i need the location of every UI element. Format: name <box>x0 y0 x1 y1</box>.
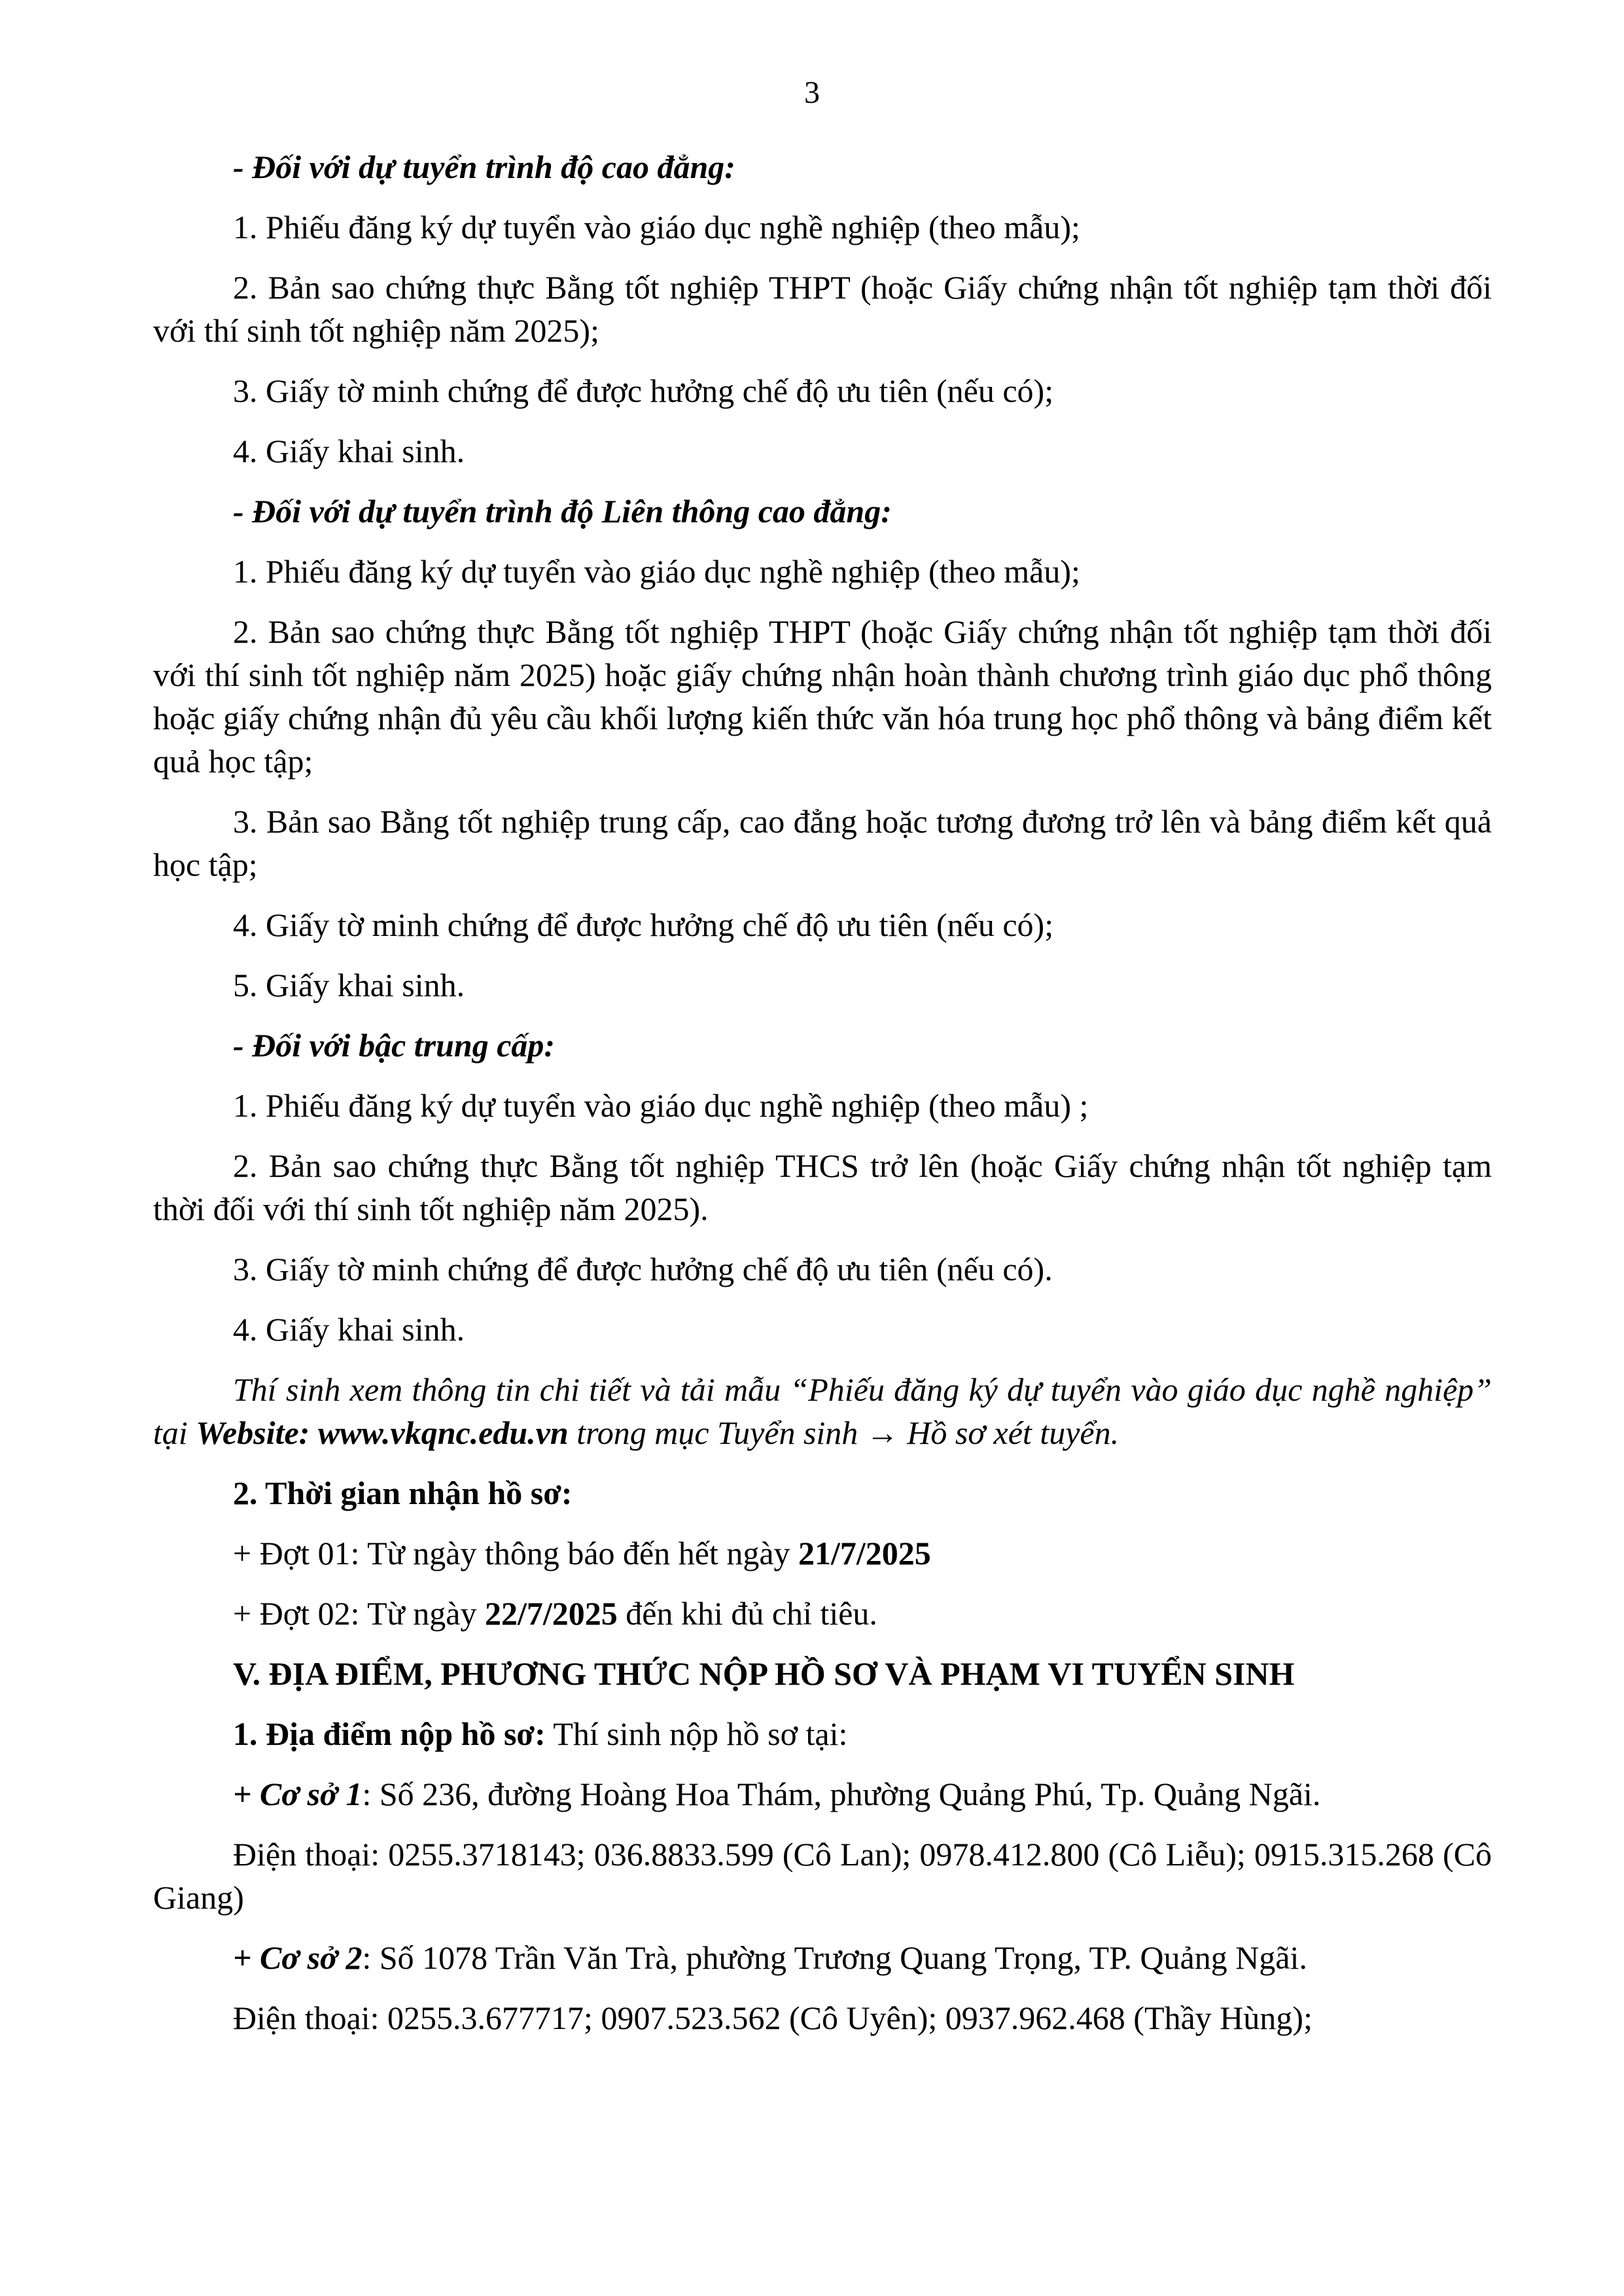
dot-02-text: + Đợt 02: Từ ngày <box>233 1595 485 1632</box>
document-body <box>153 145 1492 2039</box>
co-so-1-address: : Số 236, đường Hoàng Hoa Thám, phường Quảng Phú, Tp. Quảng Ngãi. <box>362 1776 1321 1812</box>
website-note-text: Thí sinh xem thông tin chi tiết và tải mẫu “Phiếu đăng ký dự tuyển vào giáo dục nghề nghiệp” tại <box>153 1371 1492 1451</box>
dot-02-suffix: đến khi đủ chỉ tiêu. <box>617 1595 877 1632</box>
page-number: 3 <box>804 75 820 110</box>
lien-thong-item-5: 5. Giấy khai sinh. <box>233 967 465 1003</box>
heading-trung-cap: - Đối với bậc trung cấp: <box>233 1027 556 1064</box>
website-note <box>153 1368 1492 1454</box>
heading-section-v: V. ĐỊA ĐIỂM, PHƯƠNG THỨC NỘP HỒ SƠ VÀ PHẠM VI TUYỂN SINH <box>233 1655 1295 1692</box>
trung-cap-item-3: 3. Giấy tờ minh chứng để được hưởng chế độ ưu tiên (nếu có). <box>233 1251 1053 1287</box>
dot-02 <box>153 1592 1492 1635</box>
co-so-2-label: + Cơ sở 2 <box>233 1939 362 1976</box>
cao-dang-item-4: 4. Giấy khai sinh. <box>233 433 465 469</box>
dot-01-text: + Đợt 01: Từ ngày thông báo đến hết ngày <box>233 1535 799 1571</box>
lien-thong-item-4: 4. Giấy tờ minh chứng để được hưởng chế độ ưu tiên (nếu có); <box>233 906 1054 943</box>
cao-dang-item-3: 3. Giấy tờ minh chứng để được hưởng chế độ ưu tiên (nếu có); <box>233 372 1054 409</box>
dia-diem <box>153 1712 1492 1755</box>
co-so-2-phone: Điện thoại: 0255.3.677717; 0907.523.562 (Cô Uyên); 0937.962.468 (Thầy Hùng); <box>233 2000 1313 2036</box>
trung-cap-item-1: 1. Phiếu đăng ký dự tuyển vào giáo dục nghề nghiệp (theo mẫu) ; <box>233 1087 1089 1124</box>
dot-01-date: 21/7/2025 <box>798 1535 931 1571</box>
lien-thong-item-1: 1. Phiếu đăng ký dự tuyển vào giáo dục nghề nghiệp (theo mẫu); <box>233 553 1080 590</box>
heading-thoi-gian: 2. Thời gian nhận hồ sơ: <box>233 1475 573 1511</box>
co-so-1 <box>153 1772 1492 1816</box>
co-so-2 <box>153 1936 1492 1979</box>
heading-cao-dang: - Đối với dự tuyển trình độ cao đẳng: <box>233 149 735 185</box>
website-note-suffix: trong mục Tuyển sinh → Hồ sơ xét tuyển. <box>568 1414 1120 1451</box>
lien-thong-item-3: 3. Bản sao Bằng tốt nghiệp trung cấp, cao đẳng hoặc tương đương trở lên và bảng điểm kết quả học tập; <box>153 803 1492 883</box>
dia-diem-text: Thí sinh nộp hồ sơ tại: <box>545 1715 848 1752</box>
co-so-2-address: : Số 1078 Trần Văn Trà, phường Trương Quang Trọng, TP. Quảng Ngãi. <box>362 1939 1307 1976</box>
trung-cap-item-4: 4. Giấy khai sinh. <box>233 1311 465 1348</box>
co-so-1-phone: Điện thoại: 0255.3718143; 036.8833.599 (Cô Lan); 0978.412.800 (Cô Liễu); 0915.315.268 (Cô Giang) <box>153 1836 1492 1916</box>
lien-thong-item-2: 2. Bản sao chứng thực Bằng tốt nghiệp THPT (hoặc Giấy chứng nhận tốt nghiệp tạm thời đối với thí sinh tốt nghiệp năm 2025) hoặc giấy chứng nhận hoàn thành chương trình giáo dục phổ thông hoặc giấy chứng nhận đủ yêu cầu khối lượng kiến thức văn hóa trung học phổ thông và bảng điểm kết quả học tập; <box>153 613 1492 780</box>
website-link[interactable]: Website: www.vkqnc.edu.vn <box>196 1414 569 1451</box>
dot-01 <box>153 1532 1492 1575</box>
co-so-1-label: + Cơ sở 1 <box>233 1776 362 1812</box>
cao-dang-item-1: 1. Phiếu đăng ký dự tuyển vào giáo dục nghề nghiệp (theo mẫu); <box>233 209 1080 245</box>
trung-cap-item-2: 2. Bản sao chứng thực Bằng tốt nghiệp THCS trở lên (hoặc Giấy chứng nhận tốt nghiệp tạm thời đối với thí sinh tốt nghiệp năm 2025). <box>153 1147 1492 1227</box>
heading-lien-thong: - Đối với dự tuyển trình độ Liên thông cao đẳng: <box>233 493 892 529</box>
dot-02-date: 22/7/2025 <box>484 1595 618 1632</box>
cao-dang-item-2: 2. Bản sao chứng thực Bằng tốt nghiệp THPT (hoặc Giấy chứng nhận tốt nghiệp tạm thời đối với thí sinh tốt nghiệp năm 2025); <box>153 269 1492 349</box>
dia-diem-label: 1. Địa điểm nộp hồ sơ: <box>233 1715 546 1752</box>
